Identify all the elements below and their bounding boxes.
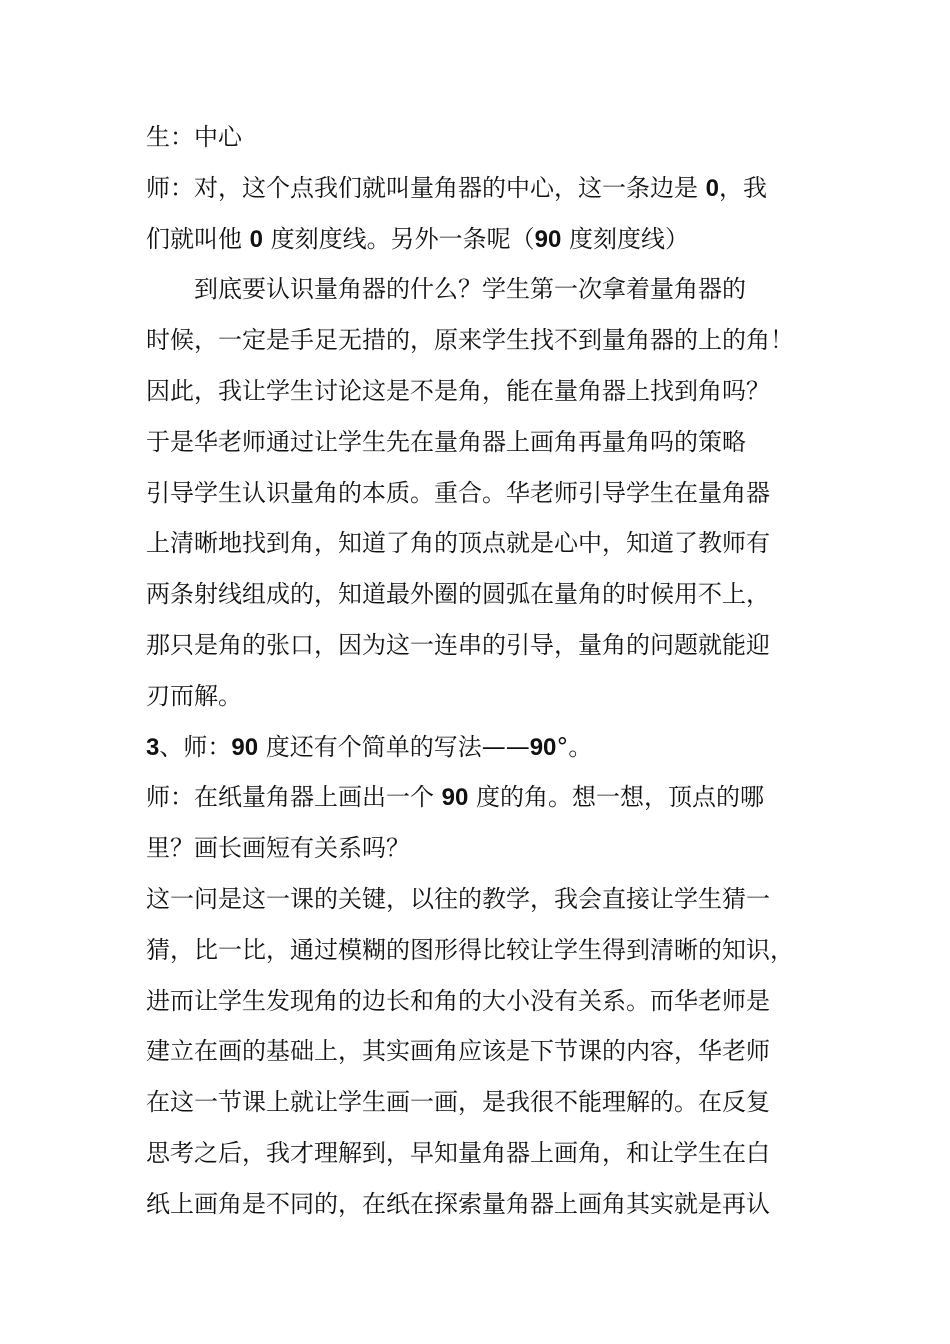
text-line: 刃而解。 [146,681,242,710]
text-line: 建立在画的基础上，其实画角应该是下节课的内容，华老师 [146,1037,770,1066]
text-line: 引导学生认识量角的本质。重合。华老师引导学生在量角器 [146,478,770,507]
text-line: 纸上画角是不同的，在纸在探索量角器上画角其实就是再认 [146,1189,770,1218]
text-line: 生：中心 [146,123,242,151]
text-line: 到底要认识量角器的什么？学生第一次拿着量角器的 [194,275,746,304]
text-line: 里？画长画短有关系吗？ [146,834,410,863]
text-line: 师：对，这个点我们就叫量角器的中心，这一条边是 0，我 [146,173,767,202]
document-body [146,112,836,1230]
text-line: 于是华老师通过让学生先在量角器上画角再量角吗的策略 [146,427,746,456]
text-line: 这一问是这一课的关键，以往的教学，我会直接让学生猜一 [146,884,770,913]
text-line: 那只是角的张口，因为这一连串的引导，量角的问题就能迎 [146,630,770,659]
text-line: 因此，我让学生讨论这是不是角，能在量角器上找到角吗？ [146,376,770,405]
text-line: 3、师：90 度还有个简单的写法——90°。 [146,732,593,761]
text-line: 上清晰地找到角，知道了角的顶点就是心中，知道了教师有 [146,529,770,558]
text-line: 两条射线组成的，知道最外圈的圆弧在量角的时候用不上， [146,580,770,609]
text-line: 猜，比一比，通过模糊的图形得比较让学生得到清晰的知识， [146,935,794,964]
text-line: 师：在纸量角器上画出一个 90 度的角。想一想，顶点的哪 [146,783,764,812]
text-line: 思考之后，我才理解到，早知量角器上画角，和让学生在白 [146,1138,770,1167]
text-line: 在这一节课上就让学生画一画，是我很不能理解的。在反复 [146,1088,770,1117]
text-line: 进而让学生发现角的边长和角的大小没有关系。而华老师是 [146,986,770,1015]
text-line: 们就叫他 0 度刻度线。另外一条呢（90 度刻度线） [146,224,689,253]
text-line: 时候，一定是手足无措的，原来学生找不到量角器的上的角！ [146,326,794,355]
